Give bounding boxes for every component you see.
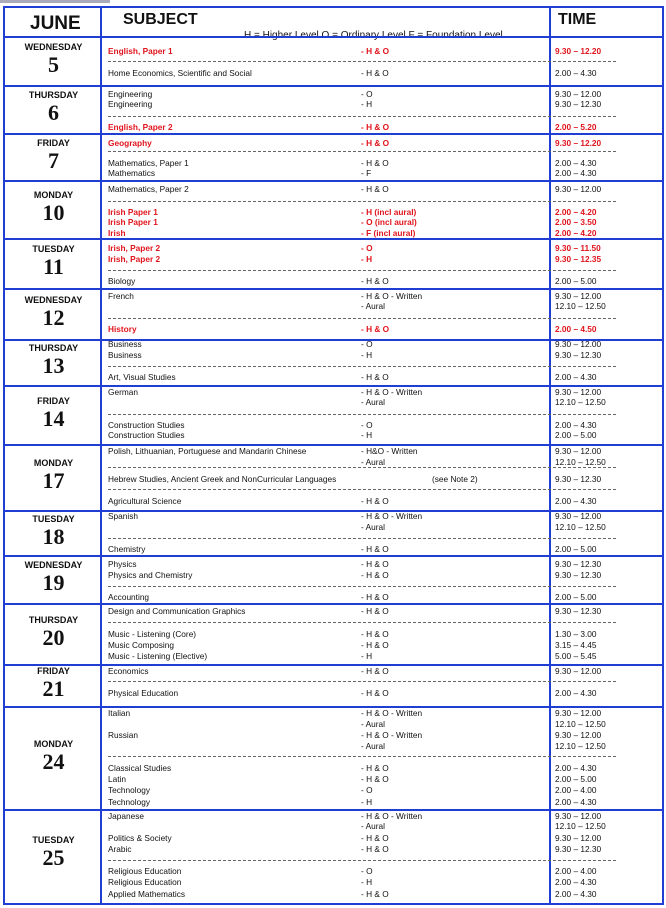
- exam-level: - H & O: [361, 559, 389, 569]
- subject-name: Business: [108, 350, 142, 360]
- exam-time: 9.30 – 12.30: [555, 474, 602, 484]
- exam-level: - H & O - Written: [361, 730, 423, 740]
- exam-level: - H & O: [361, 844, 389, 854]
- row-divider: [5, 133, 662, 135]
- exam-level: - H & O - Written: [361, 708, 423, 718]
- exam-time: 9.30 – 12.30: [555, 350, 602, 360]
- subject-name: Mathematics, Paper 2: [108, 184, 189, 194]
- exam-level: - H & O: [361, 138, 390, 148]
- exam-level: - H: [361, 350, 373, 360]
- subject-name: Religious Education: [108, 877, 182, 887]
- exam-time: 2.00 – 4.30: [555, 688, 597, 698]
- top-edge-fragment: [0, 0, 110, 3]
- exam-time: 9.30 – 12.00: [555, 511, 602, 521]
- exam-time: 9.30 – 12.00: [555, 811, 602, 821]
- exam-time: 2.00 – 4.30: [555, 889, 597, 899]
- exam-time: 2.00 – 4.30: [555, 158, 597, 168]
- exam-level: - H & O: [361, 666, 389, 676]
- subject-name: Technology: [108, 797, 150, 807]
- exam-time: 9.30 – 12.00: [555, 833, 602, 843]
- subject-name: Mathematics, Paper 1: [108, 158, 189, 168]
- day-name: FRIDAY: [37, 137, 70, 148]
- day-name: THURSDAY: [28, 614, 79, 625]
- day-number: 12: [42, 304, 65, 330]
- session-separator: [108, 538, 616, 539]
- day-name: TUESDAY: [32, 834, 75, 845]
- exam-time: 9.30 – 12.00: [555, 708, 602, 718]
- time-heading: TIME: [558, 11, 597, 28]
- day-name: MONDAY: [33, 458, 74, 468]
- exam-time: 2.00 – 5.00: [555, 430, 597, 440]
- subject-name: Construction Studies: [108, 430, 185, 440]
- exam-level: - H & O: [361, 324, 390, 334]
- day-number: 24: [42, 748, 65, 774]
- exam-time: 2.00 – 4.30: [555, 372, 597, 382]
- session-separator: [108, 201, 616, 202]
- day-label: [5, 458, 102, 493]
- subject-name: Latin: [108, 774, 126, 784]
- exam-level: - H & O: [361, 833, 389, 843]
- subject-name: Construction Studies: [108, 420, 185, 430]
- subject-name: Hebrew Studies, Ancient Greek and NonCurricular Languages: [108, 474, 337, 484]
- exam-time: 2.00 – 5.00: [555, 592, 597, 602]
- subject-name: Art, Visual Studies: [108, 372, 176, 382]
- subject-name: Biology: [108, 276, 136, 286]
- exam-level: - Aural: [361, 397, 385, 407]
- session-separator: [108, 467, 616, 468]
- exam-level: - H & O: [361, 276, 389, 286]
- exam-level: - Aural: [361, 821, 385, 831]
- exam-time: 9.30 – 12.30: [555, 99, 602, 109]
- exam-time: 9.30 – 11.50: [555, 243, 601, 253]
- subject-name: French: [108, 291, 134, 301]
- exam-level: - O (incl aural): [361, 217, 417, 227]
- exam-level: - O: [361, 785, 373, 795]
- day-name: MONDAY: [33, 190, 74, 200]
- exam-time: 9.30 – 12.00: [555, 184, 602, 194]
- exam-time: 9.30 – 12.00: [555, 291, 602, 301]
- row-divider: [5, 603, 662, 605]
- exam-level: - H & O: [361, 606, 389, 616]
- day-name: MONDAY: [33, 738, 74, 749]
- row-divider: [5, 288, 662, 290]
- exam-level: - O: [361, 866, 373, 876]
- session-separator: [108, 681, 616, 682]
- subject-name: Irish Paper 1: [108, 217, 158, 227]
- exam-level: - H & O: [361, 774, 389, 784]
- session-separator: [108, 151, 616, 152]
- subject-name: Politics & Society: [108, 833, 172, 843]
- row-divider: [5, 36, 662, 38]
- exam-time: 12.10 – 12.50: [555, 719, 606, 729]
- exam-level: - O: [361, 243, 373, 253]
- exam-level: - H & O: [361, 544, 389, 554]
- exam-time: 2.00 – 4.20: [555, 207, 597, 217]
- exam-level: - H & O: [361, 592, 389, 602]
- subject-name: Accounting: [108, 592, 150, 602]
- exam-time: 9.30 – 12.30: [555, 606, 602, 616]
- exam-level: - H & O - Written: [361, 387, 423, 397]
- subject-name: Applied Mathematics: [108, 889, 186, 899]
- day-number: 10: [42, 200, 65, 225]
- subject-name: German: [108, 387, 138, 397]
- subject-heading: SUBJECT: [123, 11, 198, 28]
- exam-time: 2.00 – 5.00: [555, 276, 597, 286]
- day-name: THURSDAY: [28, 343, 79, 353]
- exam-time: 2.00 – 5.00: [555, 544, 597, 554]
- month-heading: JUNE: [30, 13, 81, 34]
- subject-name: Japanese: [108, 811, 144, 821]
- subject-name: Home Economics, Scientific and Social: [108, 68, 252, 78]
- exam-time: 12.10 – 12.50: [555, 522, 606, 532]
- exam-level: - H&O - Written: [361, 446, 418, 456]
- exam-level: - H: [361, 430, 373, 440]
- subject-name: History: [108, 324, 137, 334]
- exam-level: - Aural: [361, 457, 385, 467]
- exam-level: - Aural: [361, 741, 385, 751]
- exam-time: 2.00 – 4.00: [555, 866, 597, 876]
- exam-level: - Aural: [361, 522, 385, 532]
- exam-time: 9.30 – 12.30: [555, 559, 602, 569]
- exam-time: 9.30 – 12.00: [555, 89, 602, 99]
- subject-name: Irish, Paper 2: [108, 254, 161, 264]
- subject-name: Music - Listening (Core): [108, 629, 197, 639]
- day-number: 21: [42, 676, 65, 701]
- session-separator: [108, 489, 616, 490]
- exam-level: - H & O - Written: [361, 811, 423, 821]
- exam-level: - Aural: [361, 301, 385, 311]
- subject-name: Irish: [108, 228, 126, 238]
- day-name: THURSDAY: [28, 90, 79, 100]
- day-label: [5, 739, 102, 774]
- exam-level: - Aural: [361, 719, 385, 729]
- subject-name: Mathematics: [108, 168, 156, 178]
- subject-name: Business: [108, 339, 142, 349]
- subject-name: Chemistry: [108, 544, 146, 554]
- subject-name: Design and Communication Graphics: [108, 606, 246, 616]
- session-separator: [108, 622, 616, 623]
- exam-level: - H & O: [361, 889, 389, 899]
- subject-name: Technology: [108, 785, 150, 795]
- subject-name: Arabic: [108, 844, 132, 854]
- exam-level: - H: [361, 651, 373, 661]
- exam-level: - O: [361, 339, 373, 349]
- day-label: [5, 514, 102, 549]
- exam-time: 9.30 – 12.20: [555, 46, 602, 56]
- day-label: [5, 666, 102, 701]
- subject-name: Spanish: [108, 511, 138, 521]
- session-separator: [108, 270, 616, 271]
- subject-name: Engineering: [108, 89, 153, 99]
- session-separator: [108, 586, 616, 587]
- exam-time: 9.30 – 12.00: [555, 339, 602, 349]
- subject-name: Italian: [108, 708, 131, 718]
- exam-level: - H & O: [361, 629, 389, 639]
- day-number: 13: [42, 353, 65, 378]
- exam-timetable: [3, 6, 664, 905]
- exam-time: 2.00 – 4.30: [555, 763, 597, 773]
- row-divider: [5, 555, 662, 557]
- exam-level: - H & O: [361, 184, 389, 194]
- subject-name: Agricultural Science: [108, 496, 182, 506]
- exam-time: 9.30 – 12.30: [555, 570, 602, 580]
- exam-level: - H: [361, 99, 373, 109]
- day-name: WEDNESDAY: [24, 41, 83, 52]
- exam-time: 2.00 – 5.00: [555, 774, 597, 784]
- subject-name: Geography: [108, 138, 152, 148]
- session-separator: [108, 318, 616, 319]
- row-divider: [5, 238, 662, 240]
- row-divider: [5, 180, 662, 182]
- exam-time: 2.00 – 4.30: [555, 797, 597, 807]
- exam-level: (see Note 2): [432, 474, 478, 484]
- subject-name: Economics: [108, 666, 149, 676]
- exam-time: 1.30 – 3.00: [555, 629, 597, 639]
- exam-level: - H & O: [361, 122, 390, 132]
- exam-time: 2.00 – 4.50: [555, 324, 597, 334]
- subject-name: Music - Listening (Elective): [108, 651, 208, 661]
- exam-level: - O: [361, 89, 373, 99]
- exam-time: 9.30 – 12.00: [555, 446, 602, 456]
- exam-level: - H & O: [361, 688, 389, 698]
- day-number: 7: [48, 147, 59, 173]
- exam-level: - H: [361, 797, 373, 807]
- exam-level: - H (incl aural): [361, 207, 417, 217]
- day-number: 6: [48, 100, 59, 125]
- exam-level: - H: [361, 254, 373, 264]
- day-label: [5, 343, 102, 378]
- subject-name: Irish Paper 1: [108, 207, 158, 217]
- session-separator: [108, 414, 616, 415]
- exam-level: - H & O - Written: [361, 291, 423, 301]
- day-label: [5, 244, 102, 279]
- day-name: TUESDAY: [32, 513, 75, 524]
- exam-level: - H & O: [361, 372, 389, 382]
- day-label: [5, 835, 102, 870]
- row-divider: [5, 85, 662, 87]
- subject-name: Physics and Chemistry: [108, 570, 193, 580]
- column-divider-time: [549, 8, 551, 903]
- exam-time: 5.00 – 5.45: [555, 651, 597, 661]
- day-name: TUESDAY: [32, 244, 75, 254]
- session-separator: [108, 756, 616, 757]
- exam-level: - H & O: [361, 496, 389, 506]
- exam-time: 12.10 – 12.50: [555, 821, 606, 831]
- exam-level: - H & O: [361, 640, 389, 650]
- exam-time: 9.30 – 12.20: [555, 138, 602, 148]
- day-name: FRIDAY: [37, 666, 70, 676]
- exam-level: - O: [361, 420, 373, 430]
- exam-level: - H & O - Written: [361, 511, 423, 521]
- exam-time: 9.30 – 12.00: [555, 387, 602, 397]
- exam-level: - H & O: [361, 68, 389, 78]
- exam-time: 2.00 – 4.30: [555, 68, 597, 78]
- day-number: 17: [42, 468, 65, 493]
- session-separator: [108, 860, 616, 861]
- day-name: WEDNESDAY: [24, 294, 83, 305]
- day-number: 11: [43, 254, 64, 279]
- exam-level: - H: [361, 877, 373, 887]
- exam-time: 3.15 – 4.45: [555, 640, 597, 650]
- session-separator: [108, 366, 616, 367]
- exam-time: 12.10 – 12.50: [555, 397, 606, 407]
- exam-time: 2.00 – 4.00: [555, 785, 597, 795]
- exam-time: 2.00 – 4.30: [555, 496, 597, 506]
- day-label: [5, 295, 102, 330]
- exam-time: 2.00 – 4.20: [555, 228, 597, 238]
- day-label: [5, 396, 102, 431]
- exam-time: 12.10 – 12.50: [555, 457, 606, 467]
- subject-name: Music Composing: [108, 640, 174, 650]
- day-number: 5: [48, 51, 59, 77]
- exam-time: 12.10 – 12.50: [555, 301, 606, 311]
- subject-name: Classical Studies: [108, 763, 172, 773]
- exam-level: - F: [361, 168, 372, 178]
- day-label: [5, 615, 102, 650]
- exam-time: 2.00 – 3.50: [555, 217, 597, 227]
- day-number: 20: [42, 624, 65, 650]
- day-number: 19: [42, 570, 65, 595]
- day-label: [5, 560, 102, 595]
- subject-name: Physics: [108, 559, 137, 569]
- subject-name: Physical Education: [108, 688, 179, 698]
- exam-time: 2.00 – 4.30: [555, 877, 597, 887]
- day-number: 18: [42, 523, 65, 549]
- subject-name: Religious Education: [108, 866, 182, 876]
- exam-level: - H & O: [361, 158, 389, 168]
- exam-time: 2.00 – 4.30: [555, 420, 597, 430]
- subject-name: Irish, Paper 2: [108, 243, 161, 253]
- exam-level: - H & O: [361, 46, 390, 56]
- day-name: WEDNESDAY: [24, 560, 83, 570]
- day-label: [5, 42, 102, 77]
- day-label: [5, 90, 102, 125]
- day-name: FRIDAY: [37, 395, 70, 406]
- subject-name: English, Paper 2: [108, 122, 173, 132]
- subject-name: Engineering: [108, 99, 153, 109]
- exam-level: - F (incl aural): [361, 228, 416, 238]
- session-separator: [108, 116, 616, 117]
- day-number: 25: [42, 844, 65, 870]
- subject-name: English, Paper 1: [108, 46, 173, 56]
- day-label: [5, 138, 102, 173]
- exam-time: 9.30 – 12.35: [555, 254, 602, 264]
- exam-time: 2.00 – 4.30: [555, 168, 597, 178]
- exam-time: 9.30 – 12.00: [555, 666, 602, 676]
- exam-level: - H & O: [361, 570, 389, 580]
- exam-time: 9.30 – 12.30: [555, 844, 602, 854]
- subject-name: Polish, Lithuanian, Portuguese and Mandarin Chinese: [108, 446, 307, 456]
- exam-time: 2.00 – 5.20: [555, 122, 597, 132]
- exam-time: 12.10 – 12.50: [555, 741, 606, 751]
- exam-level: - H & O: [361, 763, 389, 773]
- day-number: 14: [42, 405, 65, 431]
- subject-name: Russian: [108, 730, 138, 740]
- session-separator: [108, 61, 616, 62]
- exam-time: 9.30 – 12.00: [555, 730, 602, 740]
- day-label: [5, 190, 102, 225]
